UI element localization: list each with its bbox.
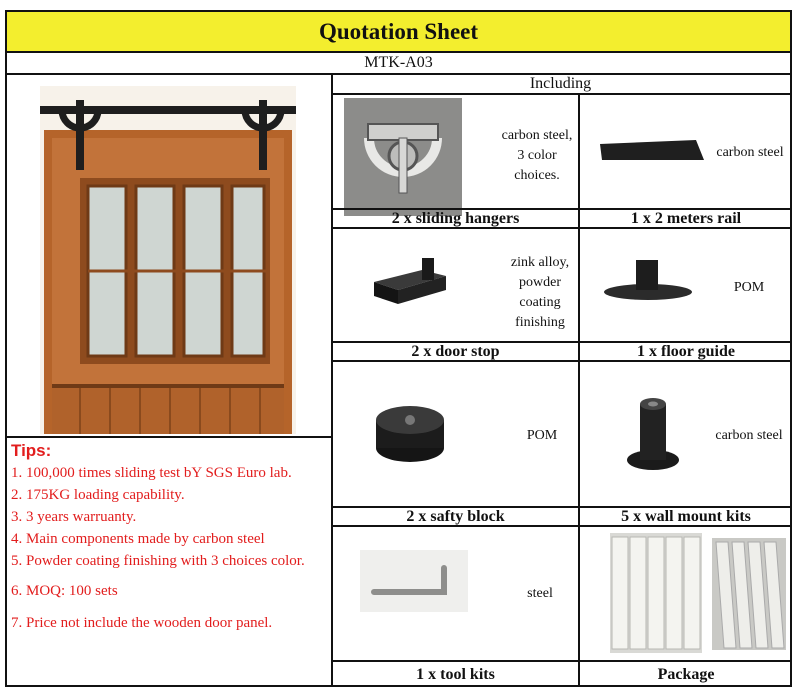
barn-door-photo xyxy=(40,86,296,434)
page-title: Quotation Sheet xyxy=(5,10,792,53)
including-header: Including xyxy=(331,75,792,95)
item-desc: POM xyxy=(526,428,558,443)
wall-mount-kit-photo xyxy=(620,390,686,474)
item-caption: 1 x 2 meters rail xyxy=(580,208,792,229)
tip-line: 5. Powder coating finishing with 3 choices color. xyxy=(11,553,305,569)
item-caption: 5 x wall mount kits xyxy=(580,506,792,527)
door-stop-photo xyxy=(360,254,460,310)
tool-kit-photo xyxy=(360,550,468,612)
tips-heading: Tips: xyxy=(11,441,52,460)
model-code: MTK-A03 xyxy=(5,53,792,75)
item-desc: carbon steel, 3 color choices. xyxy=(501,128,573,183)
tips-box xyxy=(7,438,331,683)
safety-block-photo xyxy=(370,402,450,466)
item-caption: 2 x safty block xyxy=(333,506,578,527)
item-desc: POM xyxy=(733,280,765,295)
item-caption: 1 x tool kits xyxy=(333,660,578,687)
sliding-hanger-photo xyxy=(344,98,462,216)
item-desc: carbon steel xyxy=(716,145,784,160)
item-caption: 1 x floor guide xyxy=(580,341,792,362)
tip-line: 2. 175KG loading capability. xyxy=(11,487,185,503)
tip-line: 7. Price not include the wooden door panel. xyxy=(11,615,273,631)
item-caption: 2 x sliding hangers xyxy=(333,208,578,229)
item-desc: carbon steel xyxy=(715,428,783,443)
item-caption: Package xyxy=(580,660,792,687)
item-caption: 2 x door stop xyxy=(333,341,578,362)
package-photo xyxy=(712,538,786,650)
tip-line: 4. Main components made by carbon steel xyxy=(11,531,265,547)
package-photo xyxy=(610,533,702,653)
item-desc: zink alloy, powder coating finishing xyxy=(510,255,570,330)
item-desc: steel xyxy=(527,586,553,601)
tip-line: 1. 100,000 times sliding test bY SGS Euro lab. xyxy=(11,465,292,481)
tip-line: 3. 3 years warruanty. xyxy=(11,509,137,525)
tip-line: 6. MOQ: 100 sets xyxy=(11,583,118,599)
rail-photo xyxy=(598,138,706,166)
floor-guide-photo xyxy=(600,256,696,310)
